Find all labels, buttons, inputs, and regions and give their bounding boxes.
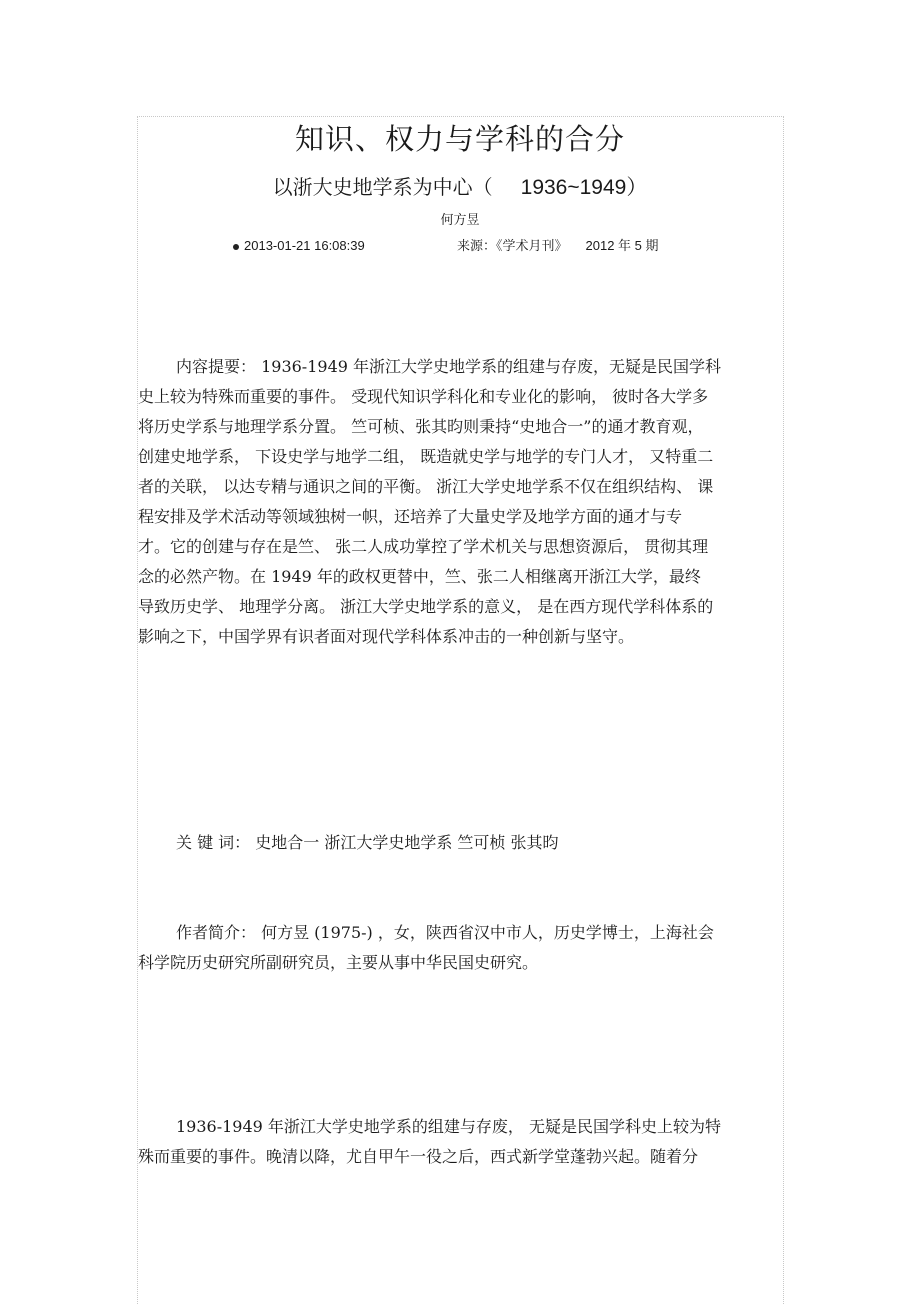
abstract-line: 者的关联， 以达专精与通识之间的平衡。 浙江大学史地学系不仅在组织结构、 课 [138,477,714,496]
publish-date: 2013-01-21 16:08:39 [244,238,365,253]
abstract-line: 将历史学系与地理学系分置。 竺可桢、张其昀则秉持“史地合一”的通才教育观， [138,417,704,436]
body-line: 殊而重要的事件。晚清以降，尤自甲午一役之后，西式新学堂蓬勃兴起。随着分 [138,1147,699,1166]
publication-meta [233,236,713,257]
abstract-line: 程安排及学术活动等领域独树一帜，还培养了大量史学及地学方面的通才与专 [138,507,683,526]
article-subtitle [0,172,920,203]
author-bio-paragraph [138,918,783,978]
abstract-line: 史上较为特殊而重要的事件。 受现代知识学科化和专业化的影响， 彼时各大学多 [138,387,709,406]
keywords-line: 关 键 词： 史地合一 浙江大学史地学系 竺可桢 张其昀 [176,833,559,852]
source-info [457,236,659,257]
issue-number: 2012 年 5 期 [585,238,659,253]
keywords-paragraph [138,828,783,858]
source-label: 来源：《学术月刊》 [457,239,568,254]
article-title: 知识、权力与学科的合分 [294,122,625,156]
body-paragraph [138,1112,783,1172]
body-line: 1936-1949 年浙江大学史地学系的组建与存废， 无疑是民国学科史上较为特 [176,1117,722,1136]
author-bio-line: 科学院历史研究所副研究员，主要从事中华民国史研究。 [138,953,539,972]
author-name: 何方昱 [440,213,480,228]
abstract-paragraph [138,352,783,652]
abstract-line: 导致历史学、 地理学分离。 浙江大学史地学系的意义， 是在西方现代学科体系的 [138,597,714,616]
subtitle-main: 以浙大史地学系为中心（ [272,175,493,199]
abstract-line: 内容提要： 1936-1949 年浙江大学史地学系的组建与存废，无疑是民国学科 [176,357,722,376]
subtitle-years: 1936~1949） [520,176,648,199]
abstract-line: 才。它的创建与存在是竺、 张二人成功掌控了学术机关与思想资源后， 贯彻其理 [138,537,709,556]
abstract-line: 影响之下，中国学界有识者面对现代学科体系冲击的一种创新与坚守。 [138,627,635,646]
abstract-line: 念的必然产物。在 1949 年的政权更替中，竺、张二人相继离开浙江大学，最终 [138,567,701,586]
abstract-line: 创建史地学系， 下设史学与地学二组， 既造就史学与地学的专门人才， 又特重二 [138,447,714,466]
bullet-icon [233,244,239,250]
author-bio-line: 作者简介： 何方昱 (1975-) ，女，陕西省汉中市人，历史学博士，上海社会 [176,923,714,942]
